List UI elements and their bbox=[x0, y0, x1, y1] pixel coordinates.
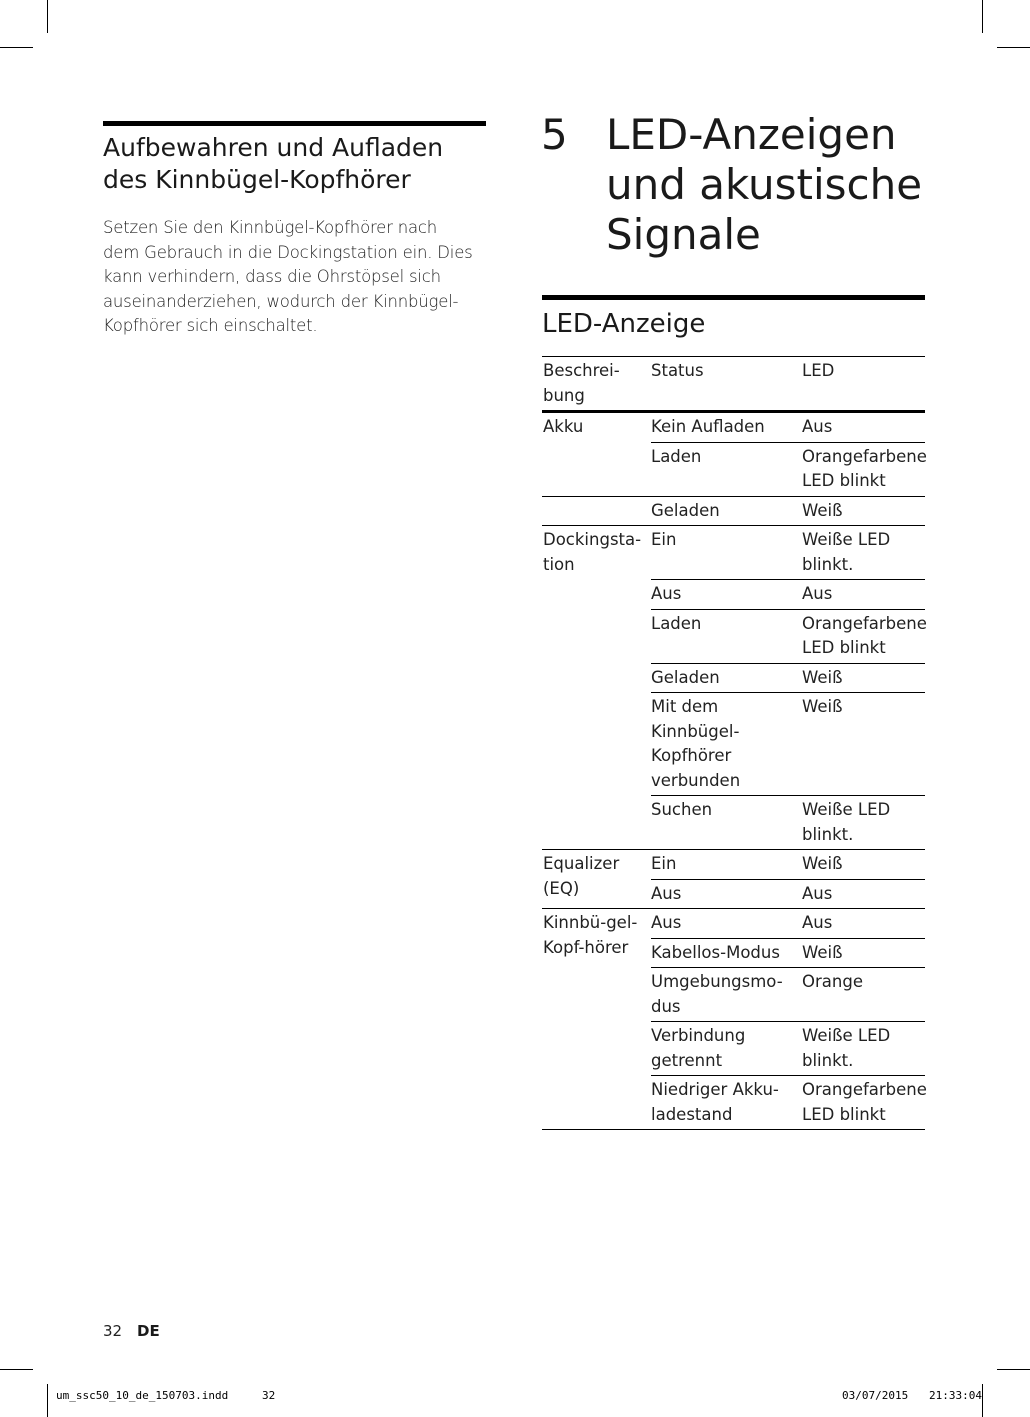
table-end-rule bbox=[542, 1129, 925, 1130]
chapter-number: 5 bbox=[541, 110, 568, 159]
row-status: Aus bbox=[651, 584, 682, 603]
row-status: Aus bbox=[651, 913, 682, 932]
table-header-row bbox=[542, 356, 925, 412]
row-led: Orangefarbene LED blinkt bbox=[802, 613, 927, 657]
row-led: Aus bbox=[802, 417, 833, 436]
row-description: Akku bbox=[543, 417, 584, 436]
row-led: Aus bbox=[802, 584, 833, 603]
row-status: Aus bbox=[651, 883, 682, 903]
row-led: Orangefarbene LED blinkt bbox=[802, 446, 927, 490]
row-led: Orangefarbene LED blinkt bbox=[802, 1080, 927, 1124]
table-group bbox=[542, 412, 925, 496]
slug-page: 32 bbox=[262, 1389, 276, 1402]
crop-mark bbox=[0, 1369, 33, 1370]
row-status: Geladen bbox=[651, 667, 720, 687]
table-row bbox=[651, 850, 925, 879]
row-status: Suchen bbox=[651, 800, 713, 819]
table-row bbox=[651, 526, 925, 579]
led-section-title: LED-Anzeige bbox=[542, 295, 925, 340]
row-led: Weiße LED blinkt. bbox=[802, 1026, 891, 1070]
row-description: Equalizer (EQ) bbox=[543, 854, 620, 898]
row-status: Laden bbox=[651, 446, 702, 466]
header-description: Beschrei-bung bbox=[543, 361, 620, 405]
table-row bbox=[651, 1021, 925, 1075]
row-led: Weiße LED blinkt. bbox=[802, 530, 891, 574]
table-row bbox=[651, 663, 925, 693]
row-status: Ein bbox=[651, 530, 677, 549]
header-status: Status bbox=[651, 361, 704, 380]
table-row bbox=[651, 879, 925, 909]
table-row bbox=[651, 413, 925, 442]
table-group bbox=[542, 908, 925, 1129]
row-status: Umgebungsmo-dus bbox=[651, 972, 783, 1016]
table-body bbox=[542, 412, 925, 1129]
row-description bbox=[542, 497, 651, 526]
table-row bbox=[651, 967, 925, 1021]
slug-date: 03/07/2015 bbox=[842, 1389, 909, 1402]
table-row bbox=[651, 1075, 925, 1129]
table-group bbox=[542, 525, 925, 849]
crop-mark bbox=[0, 47, 33, 48]
crop-mark bbox=[997, 47, 1030, 48]
row-led: Weiß bbox=[802, 942, 843, 962]
crop-mark bbox=[982, 1384, 983, 1417]
row-status: Kein Aufladen bbox=[651, 417, 765, 436]
row-description: Kinnbü-gel-Kopf-hörer bbox=[543, 913, 638, 957]
storage-section-title: Aufbewahren und Aufladen des Kinnbügel-Kopfhörer bbox=[103, 121, 486, 196]
table-row bbox=[651, 579, 925, 609]
row-led: Orange bbox=[802, 972, 863, 991]
table-row bbox=[651, 795, 925, 849]
row-led: Weiß bbox=[802, 697, 843, 716]
row-status: Geladen bbox=[651, 500, 720, 520]
row-led: Weiß bbox=[802, 667, 843, 687]
table-group bbox=[542, 496, 925, 526]
table-row bbox=[651, 692, 925, 795]
crop-mark bbox=[997, 1369, 1030, 1370]
row-status: Ein bbox=[651, 854, 677, 873]
row-led: Aus bbox=[802, 883, 833, 903]
table-row bbox=[651, 497, 925, 526]
table-row bbox=[651, 938, 925, 968]
slug-filename: um_ssc50_10_de_150703.indd bbox=[56, 1389, 229, 1402]
row-status: Niedriger Akku-ladestand bbox=[651, 1080, 779, 1124]
page-language: DE bbox=[137, 1322, 160, 1340]
header-led: LED bbox=[802, 361, 835, 380]
slug-time: 21:33:04 bbox=[929, 1389, 982, 1402]
crop-mark bbox=[47, 1384, 48, 1417]
storage-section-body: Setzen Sie den Kinnbügel-Kopfhörer nach dem Gebrauch in die Dockingstation ein. Dies kann verhindern, dass die Ohrstöpsel sich auseinanderziehen, wodurch der Kinnbügel-Kopfhörer sich einschaltet. bbox=[103, 218, 473, 335]
table-row bbox=[651, 909, 925, 938]
row-led: Weiße LED blinkt. bbox=[802, 800, 891, 844]
crop-mark bbox=[982, 0, 983, 33]
row-status: Kabellos-Modus bbox=[651, 942, 780, 962]
row-led: Aus bbox=[802, 913, 833, 932]
chapter-title: LED-Anzeigen und akustische Signale bbox=[606, 110, 923, 259]
led-table bbox=[542, 356, 925, 1130]
row-led: Weiß bbox=[802, 854, 843, 873]
row-status: Laden bbox=[651, 613, 702, 633]
table-group bbox=[542, 849, 925, 908]
crop-mark bbox=[47, 0, 48, 33]
table-row bbox=[651, 442, 925, 496]
page-number: 32 bbox=[103, 1322, 123, 1340]
row-description: Dockingsta-tion bbox=[543, 530, 642, 574]
row-status: Mit dem Kinnbügel-Kopfhörer verbunden bbox=[651, 697, 741, 790]
row-led: Weiß bbox=[802, 500, 843, 520]
table-row bbox=[651, 609, 925, 663]
row-status: Verbindung getrennt bbox=[651, 1026, 746, 1070]
